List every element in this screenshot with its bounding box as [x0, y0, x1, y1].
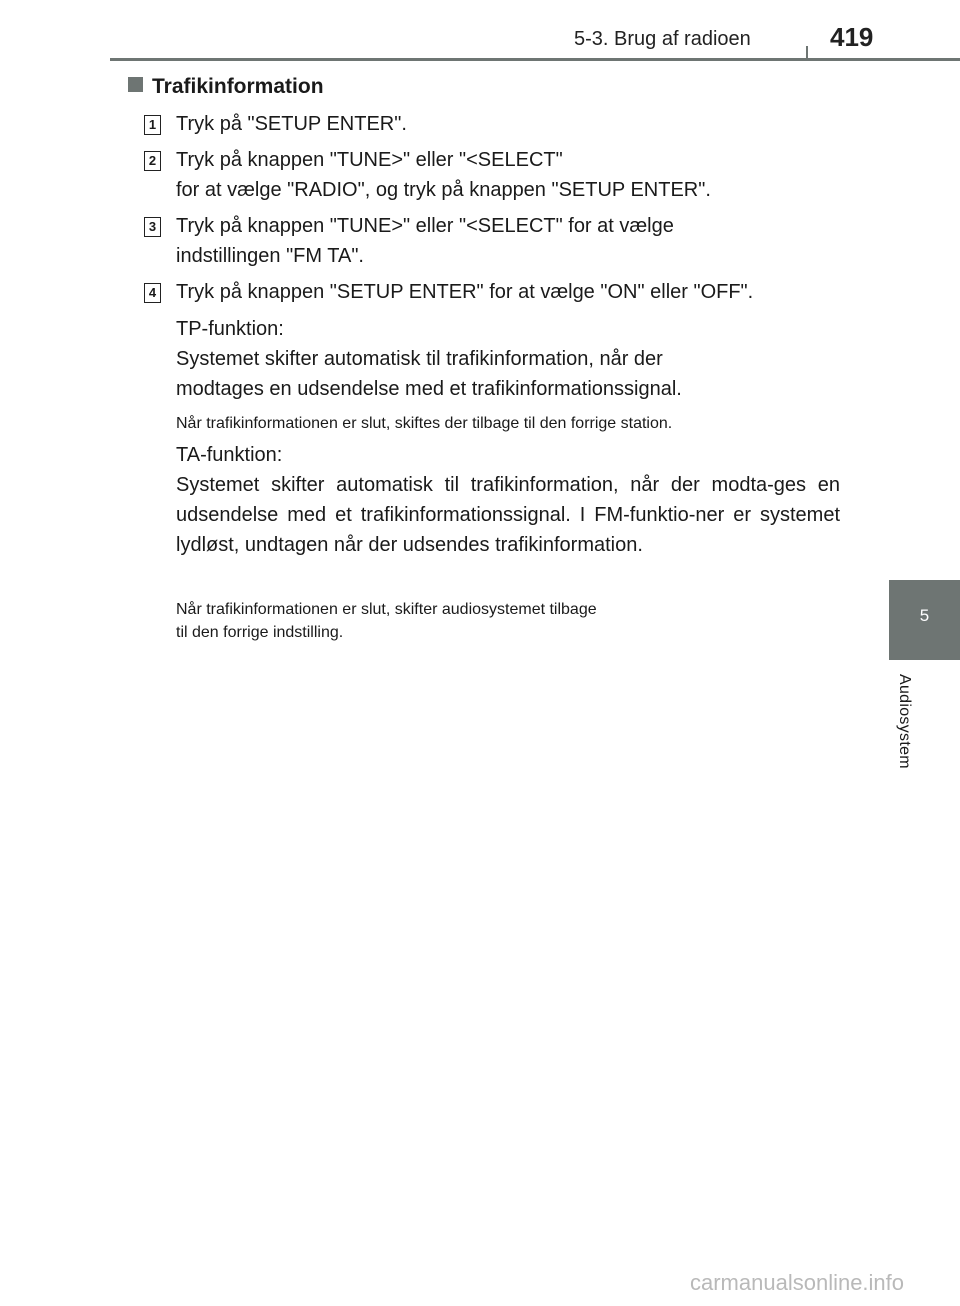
ta-note [176, 598, 840, 644]
ta-heading: TA-funktion: [176, 444, 283, 466]
header-rule [110, 58, 960, 61]
step-2-text [176, 145, 840, 205]
step-2-line-2: for at vælge "RADIO", og tryk på knappen "SETUP ENTER". [176, 179, 711, 201]
step-4-line-1: Tryk på knappen "SETUP ENTER" for at vælge "ON" eller "OFF". [176, 281, 754, 303]
tp-note: Når trafikinformationen er slut, skiftes der tilbage til den forrige station. [176, 415, 673, 432]
section-title [128, 75, 324, 99]
page-number: 419 [830, 22, 874, 52]
step-3-line-1: Tryk på knappen "TUNE>" eller "<SELECT" for at vælge [176, 215, 674, 237]
ta-note-line-1: Når trafikinformationen er slut, skifter audiosystemet tilbage [176, 601, 597, 618]
step-1-text [176, 109, 840, 139]
tp-block [176, 314, 840, 404]
tp-heading: TP-funktion: [176, 318, 284, 340]
chapter-number: 5 [919, 606, 930, 625]
step-4-badge: 4 [144, 283, 161, 303]
tp-line-1: Systemet skifter automatisk til trafikinformation, når der [176, 348, 663, 370]
section-square-icon [128, 77, 143, 92]
step-3-badge: 3 [144, 217, 161, 237]
step-4-text [176, 277, 840, 307]
ta-body: Systemet skifter automatisk til trafikinformation, når der modta-ges en udsendelse med et trafikinformationssignal. I FM-funktio-ner er systemet lydløst, undtagen når der udsendes trafikinformation. [176, 474, 840, 556]
step-3-text [176, 211, 840, 271]
ta-note-line-2: til den forrige indstilling. [176, 624, 344, 641]
step-2-line-1: Tryk på knappen "TUNE>" eller "<SELECT" [176, 149, 563, 171]
step-3-line-2: indstillingen "FM TA". [176, 245, 364, 267]
chapter-label: Audiosystem [896, 674, 913, 769]
tp-line-2: modtages en udsendelse med et trafikinformationssignal. [176, 378, 682, 400]
step-1-badge: 1 [144, 115, 161, 135]
step-2-badge: 2 [144, 151, 161, 171]
watermark-text: carmanualsonline.info [690, 1270, 905, 1295]
step-1-line-1: Tryk på "SETUP ENTER". [176, 113, 407, 135]
section-title-text: Trafikinformation [152, 75, 324, 98]
header-section-title: 5-3. Brug af radioen [574, 28, 751, 50]
